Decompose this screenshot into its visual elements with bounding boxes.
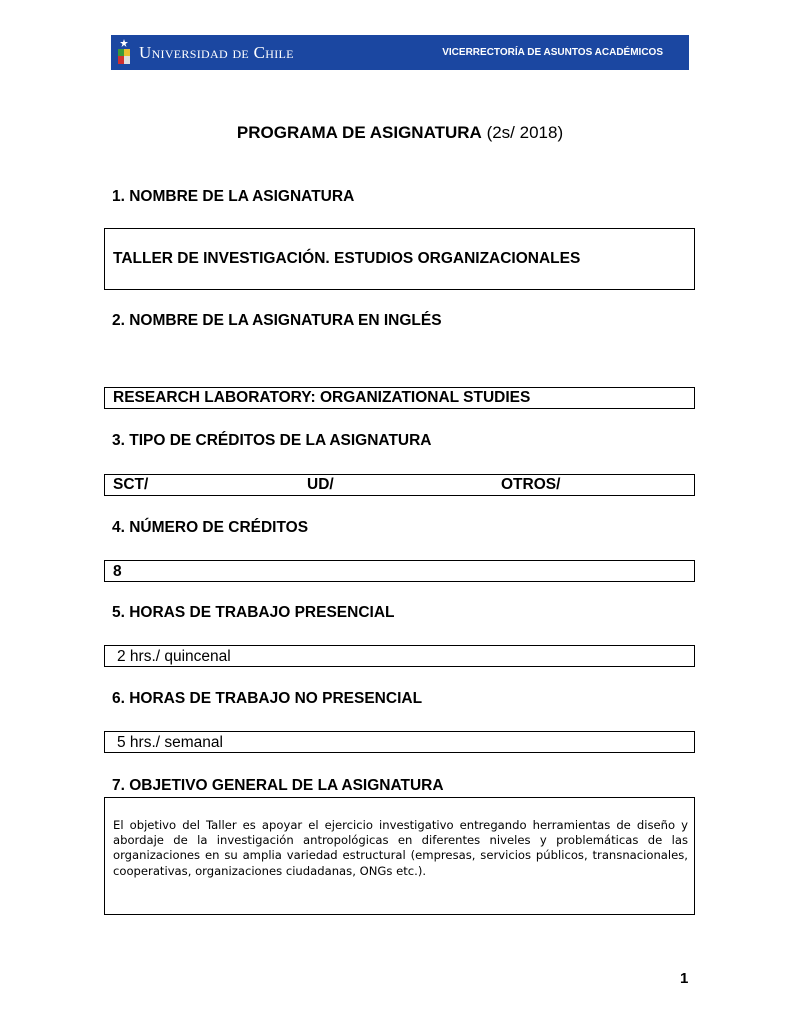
university-name: Universidad de Chile: [139, 43, 294, 62]
section-heading: 2. NOMBRE DE LA ASIGNATURA EN INGLÉS: [112, 312, 442, 329]
section-heading: 3. TIPO DE CRÉDITOS DE LA ASIGNATURA: [112, 432, 432, 449]
credits-box: [104, 560, 695, 582]
section-heading: 5. HORAS DE TRABAJO PRESENCIAL: [112, 604, 395, 621]
presential-hours-box: [104, 645, 695, 667]
office-name: VICERRECTORÍA DE ASUNTOS ACADÉMICOS: [442, 47, 663, 58]
page-title: [0, 123, 800, 143]
credit-sct: SCT/: [113, 476, 149, 493]
credits-value: 8: [113, 563, 122, 580]
page-number: 1: [680, 970, 689, 987]
credit-type-box: [104, 474, 695, 496]
course-name: TALLER DE INVESTIGACIÓN. ESTUDIOS ORGANIZACIONALES: [113, 250, 581, 267]
section-heading: 7. OBJETIVO GENERAL DE LA ASIGNATURA: [112, 777, 444, 794]
objective-text: El objetivo del Taller es apoyar el ejercicio investigativo entregando herramientas de diseño y abordaje de la investigación antropológicas en diferentes niveles y problemáticas de las organizaciones en su amplia variedad estructural (empresas, servicios públicos, transnacionales, cooperativas, organizaciones ciudadanas, ONGs etc.).: [113, 818, 688, 878]
header-banner: [111, 35, 689, 70]
section-heading: 6. HORAS DE TRABAJO NO PRESENCIAL: [112, 690, 423, 707]
title-main: PROGRAMA DE ASIGNATURA: [236, 123, 482, 142]
credit-otros: OTROS/: [501, 476, 561, 493]
section-heading: 1. NOMBRE DE LA ASIGNATURA: [112, 188, 355, 205]
english-name-box: [104, 387, 695, 409]
credit-ud: UD/: [307, 476, 334, 493]
non-presential-hours: 5 hrs./ semanal: [117, 734, 223, 751]
non-presential-hours-box: [104, 731, 695, 753]
title-term: (2s/ 2018): [486, 123, 564, 142]
university-logo-icon: [117, 39, 131, 67]
course-name-box: [104, 228, 695, 290]
english-name: RESEARCH LABORATORY: ORGANIZATIONAL STUDIES: [113, 389, 531, 406]
section-heading: 4. NÚMERO DE CRÉDITOS: [112, 519, 309, 536]
presential-hours: 2 hrs./ quincenal: [117, 648, 231, 665]
objective-box: [104, 797, 695, 915]
